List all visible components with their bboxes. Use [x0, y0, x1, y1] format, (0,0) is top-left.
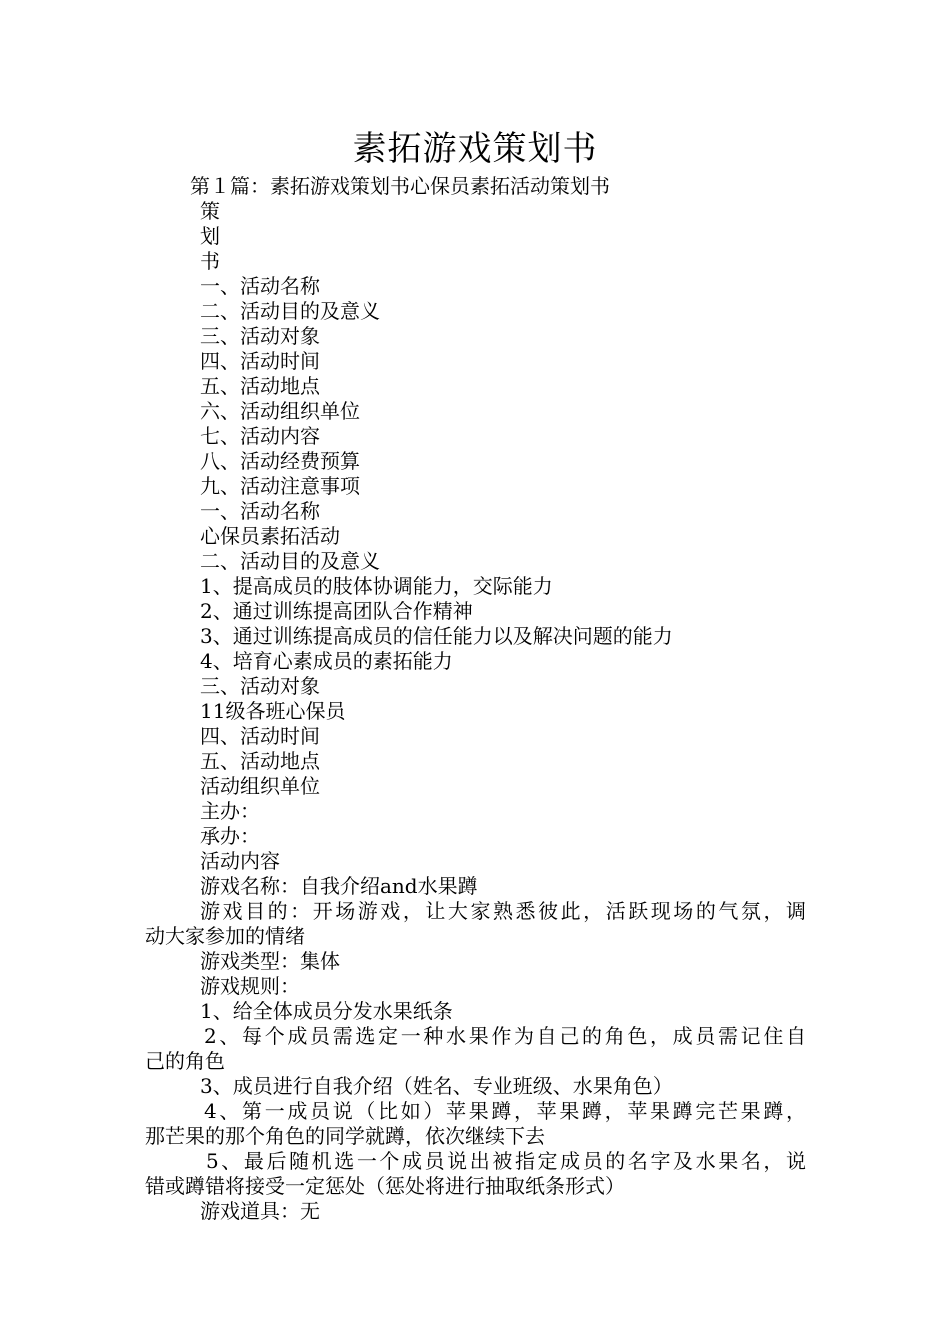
- document-subtitle: 第１篇：素拓游戏策划书心保员素拓活动策划书: [190, 174, 610, 198]
- text-line: 游戏名称：自我介绍and水果蹲: [200, 874, 478, 898]
- text-line: 一、活动名称: [200, 274, 320, 298]
- text-line: 错或蹲错将接受一定惩处（惩处将进行抽取纸条形式）: [145, 1174, 625, 1198]
- text-line: 活动内容: [200, 849, 280, 873]
- text-line: 七、活动内容: [200, 424, 320, 448]
- text-line: 六、活动组织单位: [200, 399, 360, 423]
- text-line: 五、活动地点: [200, 374, 320, 398]
- text-line: 4、培育心素成员的素拓能力: [200, 649, 453, 673]
- text-line: 1、给全体成员分发水果纸条: [200, 999, 453, 1023]
- text-line: 八、活动经费预算: [200, 449, 360, 473]
- text-line: 3、成员进行自我介绍（姓名、专业班级、水果角色）: [200, 1074, 673, 1098]
- text-line: 四、活动时间: [200, 724, 320, 748]
- text-line: 动大家参加的情绪: [145, 924, 305, 948]
- document-title: 素拓游戏策划书: [352, 129, 598, 169]
- text-line: 游戏类型：集体: [200, 949, 340, 973]
- text-line: 己的角色: [145, 1049, 225, 1073]
- text-line: 书: [200, 249, 220, 273]
- text-line: 活动组织单位: [200, 774, 320, 798]
- text-line: 5、最后随机选一个成员说出被指定成员的名字及水果名，说: [206, 1149, 806, 1173]
- text-line: 11级各班心保员: [200, 699, 346, 723]
- text-line: 四、活动时间: [200, 349, 320, 373]
- text-line: 九、活动注意事项: [200, 474, 360, 498]
- text-line: 划: [200, 224, 220, 248]
- text-line: 2、通过训练提高团队合作精神: [200, 599, 473, 623]
- text-line: 3、通过训练提高成员的信任能力以及解决问题的能力: [200, 624, 673, 648]
- text-line: 策: [200, 199, 220, 223]
- text-line: 游戏目的：开场游戏，让大家熟悉彼此，活跃现场的气氛，调: [200, 899, 806, 923]
- text-line: 游戏道具：无: [200, 1199, 320, 1223]
- text-line: 三、活动对象: [200, 324, 320, 348]
- text-line: 主办：: [200, 799, 260, 823]
- text-line: 1、提高成员的肢体协调能力，交际能力: [200, 574, 553, 598]
- document-body: [0, 199, 950, 1224]
- text-line: 游戏规则：: [200, 974, 300, 998]
- text-line: 一、活动名称: [200, 499, 320, 523]
- text-line: 承办：: [200, 824, 260, 848]
- text-line: 二、活动目的及意义: [200, 299, 380, 323]
- text-line: 那芒果的那个角色的同学就蹲，依次继续下去: [145, 1124, 545, 1148]
- text-line: 五、活动地点: [200, 749, 320, 773]
- text-line: 4、第一成员说（比如）苹果蹲，苹果蹲，苹果蹲完芒果蹲，: [204, 1099, 806, 1123]
- text-line: 三、活动对象: [200, 674, 320, 698]
- text-line: 心保员素拓活动: [200, 524, 340, 548]
- text-line: 2、每个成员需选定一种水果作为自己的角色，成员需记住自: [204, 1024, 806, 1048]
- text-line: 二、活动目的及意义: [200, 549, 380, 573]
